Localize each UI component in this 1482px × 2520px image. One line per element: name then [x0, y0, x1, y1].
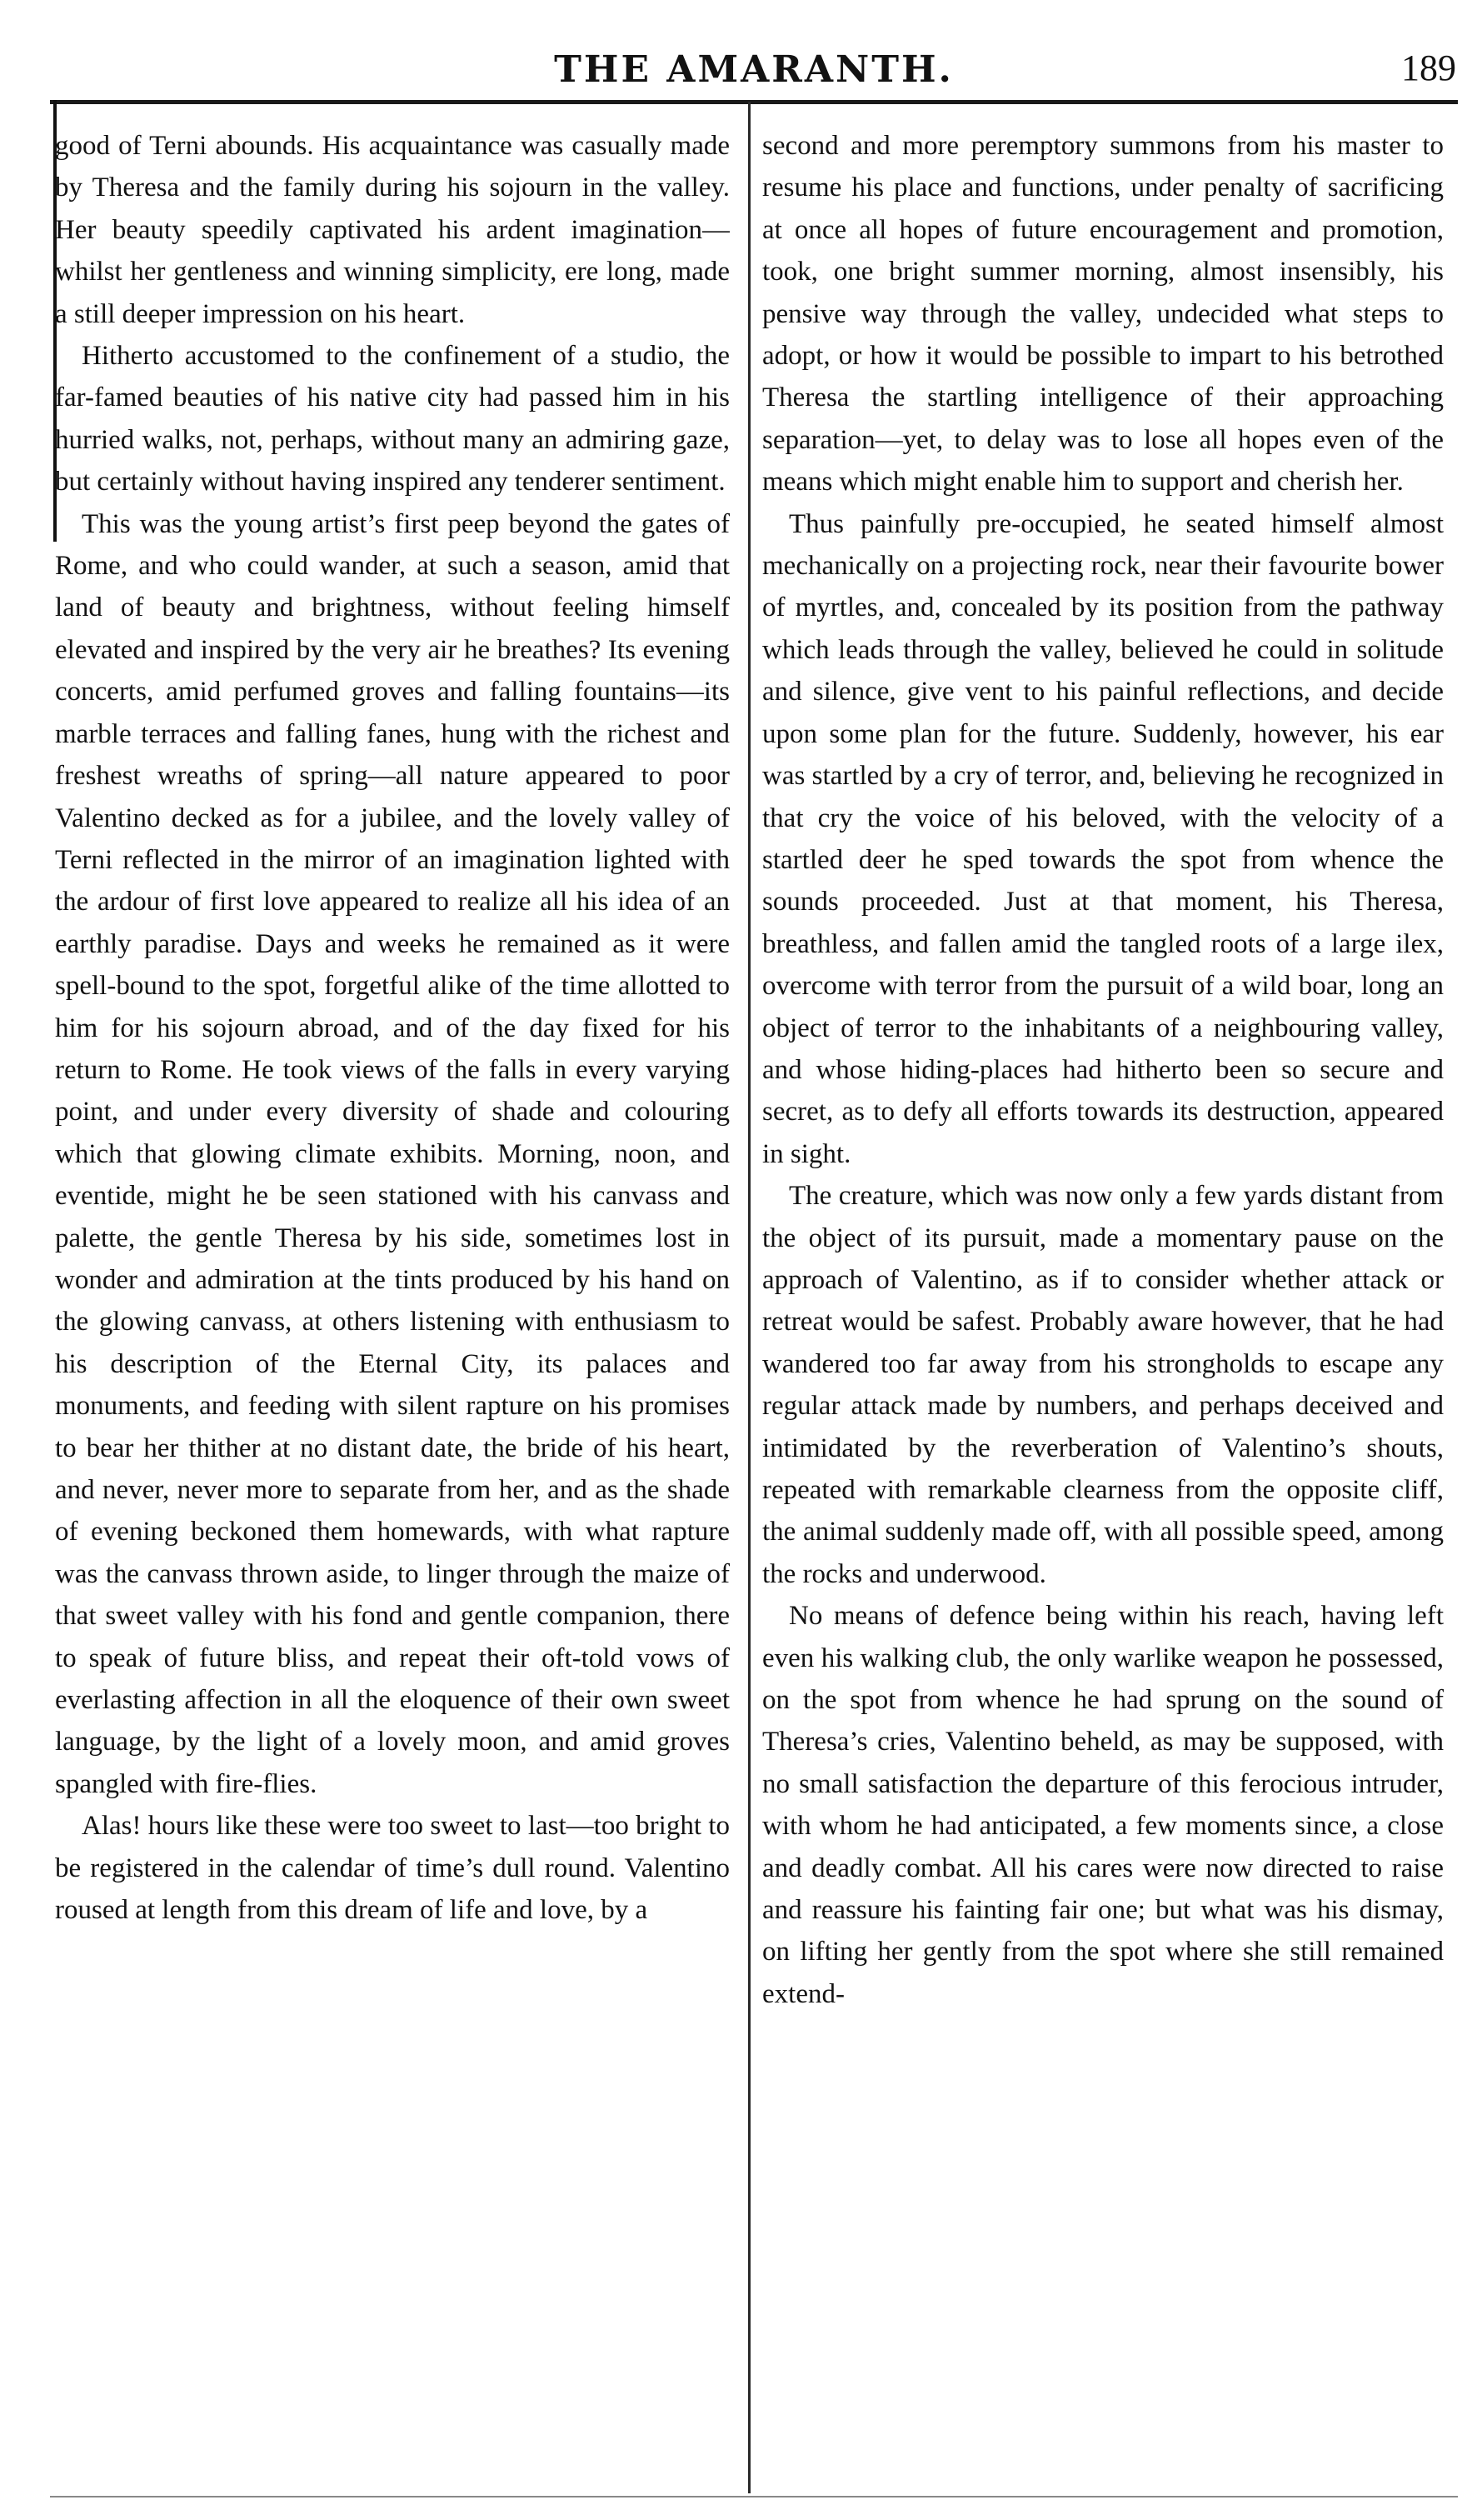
right-paragraph-4: No means of defence being within his reach, having left even his walking club, the only warlike weapon he possessed, on the spot from whence he had sprung on the sound of Theresa’s cries, Valentino beheld, as may be supposed, with no small satisfaction the departure of this ferocious intruder, with whom he had anticipated, a few moments since, a close and deadly combat. All his cares were now directed to raise and reassure his fainting fair one; but what was his dismay, on lifting her gently from the spot where she still remained extend- — [762, 1601, 1444, 2009]
left-paragraph-4: Alas! hours like these were too sweet to last—too bright to be registered in the calendar of time’s dull round. Valentino roused at length from this dream of life and love, by a — [55, 1811, 730, 1926]
page-number: 189 — [1401, 48, 1456, 88]
right-column — [762, 125, 1444, 2492]
column-divider — [748, 102, 751, 2493]
left-paragraph-1: good of Terni abounds. His acquaintance was casually made by Theresa and the family during his sojourn in the valley. Her beauty speedily captivated his ardent imagination—whilst her gentleness and winning simplicity, ere long, made a still deeper impression on his heart. — [55, 131, 730, 329]
left-column — [55, 125, 730, 2492]
running-head — [50, 33, 1458, 108]
left-paragraph-3: This was the young artist’s first peep beyond the gates of Rome, and who could wander, at such a season, amid that land of beauty and brightness, without feeling himself elevated and inspired by the very air he breathes? Its evening concerts, amid perfumed groves and falling fountains—its marble terraces and falling fanes, hung with the richest and freshest wreaths of spring—all nature appeared to poor Valentino decked as for a jubilee, and the lovely valley of Terni reflected in the mirror of an imagination lighted with the ardour of first love appeared to realize all his idea of an earthly paradise. Days and weeks he remained as it were spell-bound to the spot, forgetful alike of the time allotted to him for his sojourn abroad, and of the day fixed for his return to Rome. He took views of the falls in every varying point, and under every diversity of shade and colouring which that glowing climate exhibits. Morning, noon, and eventide, might he be seen stationed with his canvass and palette, the gentle Theresa by his side, sometimes lost in wonder and admiration at the tints produced by his hand on the glowing canvass, at others listening with enthusiasm to his description of the Eternal City, its palaces and monuments, and feeding with silent rapture on his promises to bear her thither at no distant date, the bride of his heart, and never, never more to separate from her, and as the shade of evening beckoned them homewards, with what rapture was the canvass thrown aside, to linger through the maize of that sweet valley with his fond and gentle companion, there to speak of future bliss, and repeat their oft-told vows of everlasting affection in all the eloquence of their own sweet language, by the light of a lovely moon, and amid groves spangled with fire-flies. — [55, 508, 730, 1799]
footer-rule — [50, 2496, 1458, 2498]
journal-title: THE AMARANTH. — [554, 48, 954, 91]
header-rule — [50, 100, 1458, 104]
right-paragraph-2: Thus painfully pre-occupied, he seated himself almost mechanically on a projecting rock, near their favourite bower of myrtles, and, concealed by its position from the pathway which leads through the valley, believed he could in solitude and silence, give vent to his painful reflections, and decide upon some plan for the future. Suddenly, however, his ear was startled by a cry of terror, and, believing he recognized in that cry the voice of his beloved, with the velocity of a startled deer he sped towards the spot from whence the sounds proceeded. Just at that moment, his Theresa, breathless, and fallen amid the tangled roots of a large ilex, overcome with terror from the pursuit of a wild boar, long an object of terror to the inhabitants of a neighbouring valley, and whose hiding-places had hitherto been so secure and secret, as to defy all efforts towards its destruction, appeared in sight. — [762, 508, 1444, 1169]
right-paragraph-1: second and more peremptory summons from his master to resume his place and functions, under penalty of sacrificing at once all hopes of future encouragement and promotion, took, one bright summer morning, almost insensibly, his pensive way through the valley, undecided what steps to adopt, or how it would be possible to impart to his betrothed Theresa the startling intelligence of their approaching separation—yet, to delay was to lose all hopes even of the means which might enable him to support and cherish her. — [762, 131, 1444, 498]
left-paragraph-2: Hitherto accustomed to the confinement of a studio, the far-famed beauties of his native city had passed him in his hurried walks, not, perhaps, without many an admiring gaze, but certainly without having inspired any tenderer sentiment. — [55, 341, 730, 498]
right-paragraph-3: The creature, which was now only a few yards distant from the object of its pursuit, made a momentary pause on the approach of Valentino, as if to consider whether attack or retreat would be safest. Probably aware however, that he had wandered too far away from his strongholds to escape any regular attack made by numbers, and perhaps deceived and intimidated by the reverberation of Valentino’s shouts, repeated with remarkable clearness from the opposite cliff, the animal suddenly made off, with all possible speed, among the rocks and underwood. — [762, 1181, 1444, 1589]
